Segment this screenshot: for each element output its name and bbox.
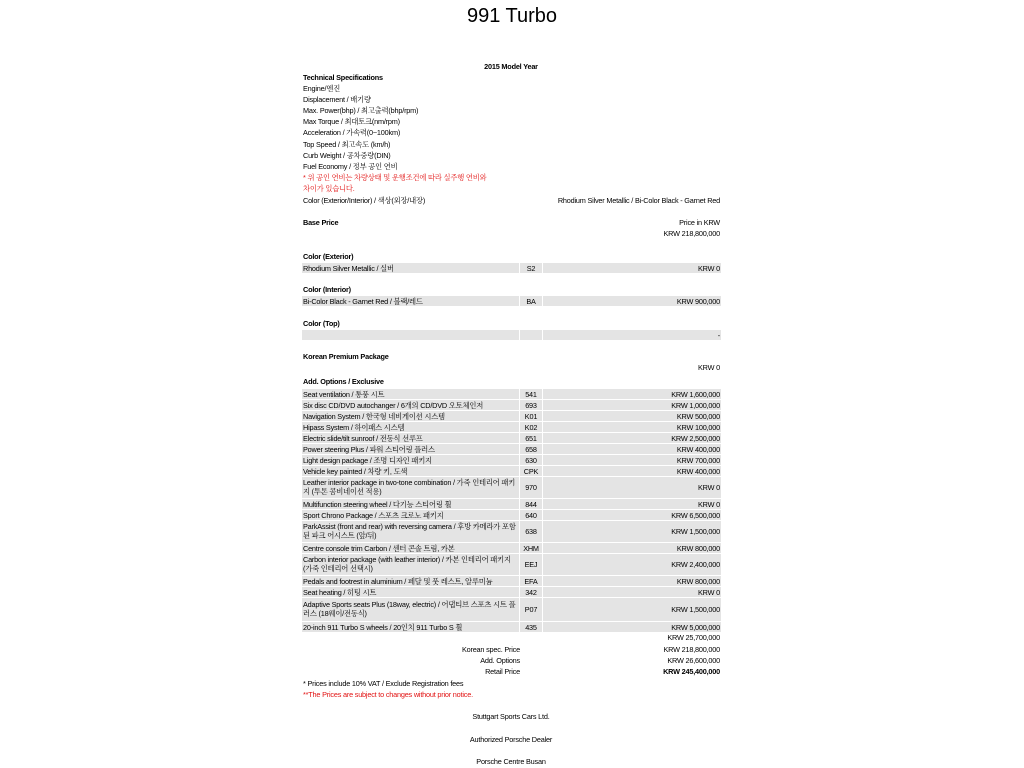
fuel-note-line2: 차이가 있습니다. [303,184,355,193]
color-exterior-name: Rhodium Silver Metallic / 실버 [303,263,394,273]
price-disclaimer: **The Prices are subject to changes without prior notice. [303,690,473,699]
color-top-heading: Color (Top) [303,319,340,328]
option-code: 435 [525,622,537,632]
option-price: KRW 700,000 [676,455,720,465]
specs-heading: Technical Specifications [303,73,383,82]
option-code: 630 [525,455,537,465]
option-price: KRW 400,000 [676,444,720,454]
options-total: KRW 25,700,000 [667,633,720,642]
option-code: K02 [524,422,538,432]
table-row [302,543,721,553]
option-code: 970 [525,483,537,492]
color-exterior-code: S2 [526,263,536,273]
option-name: Adaptive Sports seats Plus (18way, electric) / 어댑티브 스포츠 시트 플러스 (18웨이/전동식) [303,600,516,618]
table-row [302,389,721,399]
dealer-authorized: Authorized Porsche Dealer [469,735,553,744]
option-code: XHM [523,543,539,553]
spec-fuel-economy: Fuel Economy / 정부 공인 연비 [303,162,398,171]
table-row [302,466,721,476]
table-row [302,330,721,340]
option-price: KRW 0 [698,587,720,597]
option-code: 693 [525,400,537,410]
table-row [302,422,721,432]
option-price: KRW 2,400,000 [671,560,720,569]
spec-max-power: Max. Power(bhp) / 최고출력(bhp/rpm) [303,106,419,115]
retail-price-value: KRW 245,400,000 [663,667,720,676]
color-interior-price: KRW 900,000 [676,296,720,306]
option-code: 342 [525,587,537,597]
table-row [302,510,721,520]
korean-spec-value: KRW 218,800,000 [663,645,720,654]
model-year: 2015 Model Year [484,62,538,71]
base-price-value: KRW 218,800,000 [663,229,720,238]
table-row [302,499,721,509]
korean-spec-label: Korean spec. Price [461,645,520,654]
option-code: 844 [525,499,537,509]
table-row [302,444,721,454]
table-row [302,521,721,542]
option-name: Navigation System / 한국형 네비게이션 시스템 [303,411,445,421]
retail-price-label: Retail Price [485,667,520,676]
option-name: Multifunction steering wheel / 다기능 스티어링 휠 [303,499,452,509]
table-row [302,263,721,273]
option-name: Carbon interior package (with leather interior) / 카본 인테리어 패키지 (가죽 인테리어 선택시) [303,555,511,573]
spec-color-value: Rhodium Silver Metallic / Bi-Color Black - Garnet Red [557,196,720,205]
option-name: Six disc CD/DVD autochanger / 6개의 CD/DVD 오토체인저 [303,400,484,410]
option-code: P07 [524,605,538,614]
spec-acceleration: Acceleration / 가속력(0~100km) [303,128,401,137]
option-name: 20-inch 911 Turbo S wheels / 20인치 911 Turbo S 휠 [303,622,463,632]
option-price: KRW 800,000 [676,576,720,586]
add-options-value: KRW 26,600,000 [667,656,720,665]
option-name: Seat heating / 히팅 시트 [303,587,377,597]
option-price: KRW 1,500,000 [671,527,720,536]
option-price: KRW 0 [698,483,720,492]
option-code: CPK [523,466,539,476]
table-row [302,598,721,621]
base-price-currency: Price in KRW [679,218,720,227]
page-title: 991 Turbo [466,5,558,27]
option-price: KRW 1,000,000 [671,400,720,410]
korean-package-price: KRW 0 [698,363,720,372]
option-name: Centre console trim Carbon / 센터 콘솔 트림, 카본 [303,543,455,553]
option-name: Pedals and footrest in aluminium / 페달 및 풋 레스트, 알루미늄 [303,576,493,586]
option-code: 640 [525,510,537,520]
table-row [302,587,721,597]
option-code: EEJ [524,560,538,569]
table-row [302,477,721,498]
option-code: 658 [525,444,537,454]
spec-displacement: Displacement / 배기량 [303,95,371,104]
option-price: KRW 1,600,000 [671,389,720,399]
option-name: Sport Chrono Package / 스포츠 크로노 패키지 [303,510,444,520]
spec-curb-weight: Curb Weight / 공차중량(DIN) [303,151,391,160]
price-sheet [302,0,722,768]
color-interior-heading: Color (Interior) [303,285,351,294]
option-price: KRW 100,000 [676,422,720,432]
option-price: KRW 5,000,000 [671,622,720,632]
spec-top-speed: Top Speed / 최고속도 (km/h) [303,140,391,149]
option-name: Vehicle key painted / 차량 키, 도색 [303,466,408,476]
option-price: KRW 0 [698,499,720,509]
option-price: KRW 800,000 [676,543,720,553]
table-row [302,400,721,410]
option-name: Electric slide/tilt sunroof / 전동식 선루프 [303,433,423,443]
dealer-company: Stuttgart Sports Cars Ltd. [472,712,550,721]
option-name: Power steering Plus / 파워 스티어링 플러스 [303,444,435,454]
spec-engine: Engine/엔진 [303,84,341,93]
option-code: 638 [525,527,537,536]
option-price: KRW 6,500,000 [671,510,720,520]
option-price: KRW 400,000 [676,466,720,476]
fuel-note-line1: * 위 공인 연비는 차량상태 및 운행조건에 따라 실주행 연비와 [303,173,487,182]
table-row [302,433,721,443]
option-code: K01 [524,411,538,421]
color-top-price: - [717,330,720,340]
options-heading: Add. Options / Exclusive [303,377,384,386]
base-price-label: Base Price [303,218,339,227]
color-interior-name: Bi-Color Black - Garnet Red / 블랙/레드 [303,296,423,306]
add-options-label: Add. Options [480,656,520,665]
dealer-centre: Porsche Centre Busan [476,757,546,766]
spec-max-torque: Max Torque / 최대토크(nm/rpm) [303,117,400,126]
option-code: 651 [525,433,537,443]
table-row [302,411,721,421]
option-name: Seat ventilation / 통풍 시트 [303,389,385,399]
option-name: Light design package / 조명 디자인 패키지 [303,455,432,465]
option-name: Hipass System / 하이패스 시스템 [303,422,405,432]
spec-color-label: Color (Exterior/Interior) / 색상(외장/내장) [303,196,426,205]
color-exterior-price: KRW 0 [698,263,720,273]
color-interior-code: BA [526,296,536,306]
color-exterior-heading: Color (Exterior) [303,252,354,261]
vat-note: * Prices include 10% VAT / Exclude Registration fees [303,679,464,688]
table-row [302,576,721,586]
option-code: EFA [524,576,538,586]
table-row [302,554,721,575]
option-code: 541 [525,389,537,399]
option-price: KRW 2,500,000 [671,433,720,443]
option-name: ParkAssist (front and rear) with reversing camera / 후방 카메라가 포함된 파크 어시스트 (앞/뒤) [303,522,516,540]
korean-package-heading: Korean Premium Package [303,352,389,361]
table-row [302,455,721,465]
table-row [302,296,721,306]
option-name: Leather interior package in two-tone combination / 가죽 인테리어 패키지 (투톤 콤비네이션 적용) [303,478,516,496]
table-row [302,622,721,632]
option-price: KRW 500,000 [676,411,720,421]
option-price: KRW 1,500,000 [671,605,720,614]
